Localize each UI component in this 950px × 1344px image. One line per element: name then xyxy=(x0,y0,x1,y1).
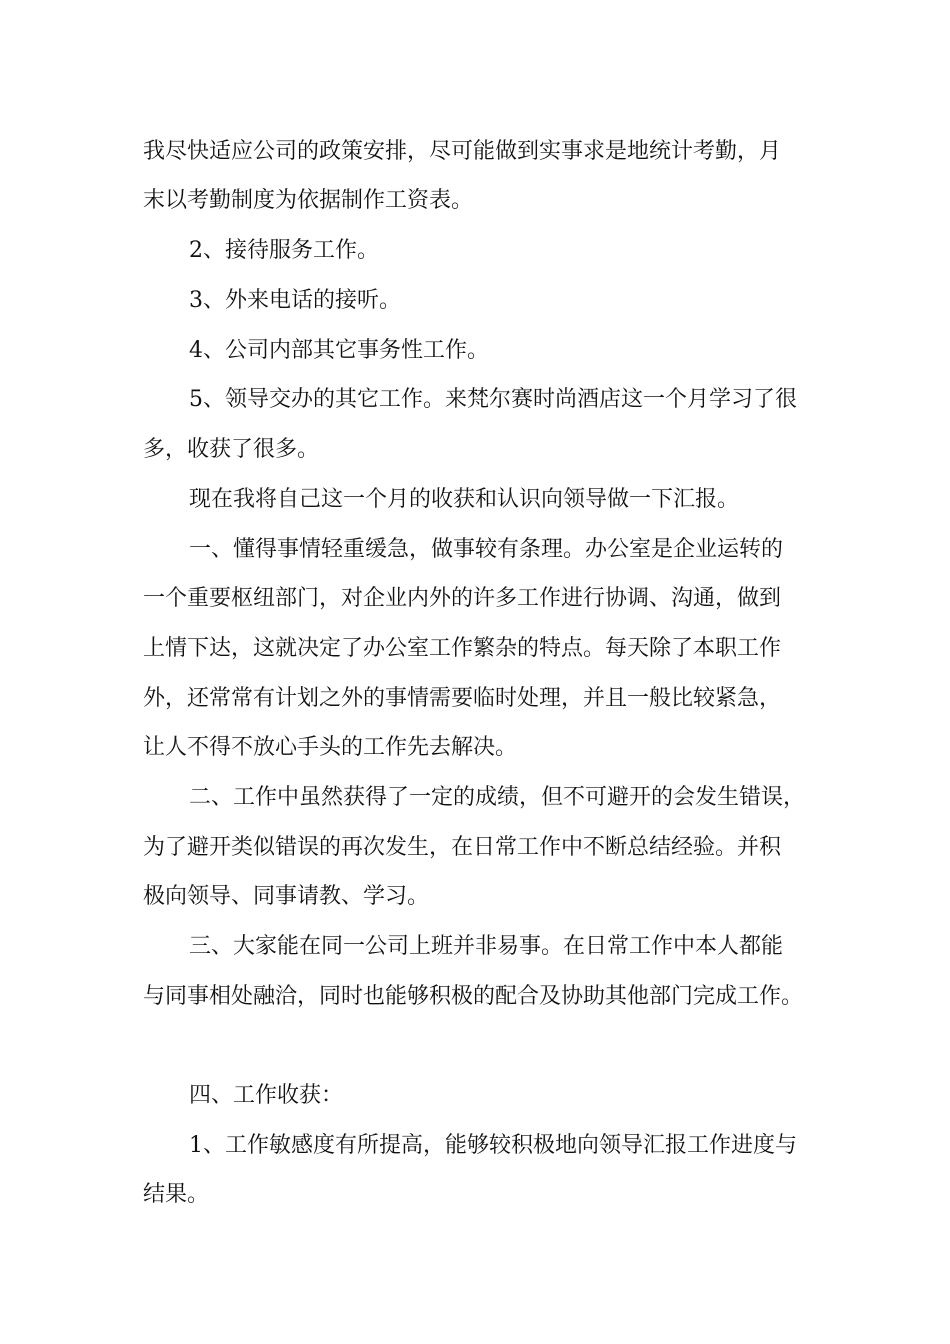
text-line: 与同事相处融洽，同时也能够积极的配合及协助其他部门完成工作。 xyxy=(143,984,804,1009)
paragraph-line: 现在我将自己这一个月的收获和认识向领导做一下汇报。 xyxy=(189,487,740,512)
text-line: 为了避开类似错误的再次发生，在日常工作中不断总结经验。并积 xyxy=(143,835,782,860)
list-item: 1、工作敏感度有所提高，能够较积极地向领导汇报工作进度与 xyxy=(189,1133,797,1158)
text-line: 我尽快适应公司的政策安排，尽可能做到实事求是地统计考勤，月 xyxy=(143,139,782,164)
section-heading-line: 四、工作收获： xyxy=(189,1083,344,1108)
list-item: 3、外来电话的接听。 xyxy=(189,288,401,313)
section-heading-line: 二、工作中虽然获得了一定的成绩，但不可避开的会发生错误， xyxy=(189,785,806,810)
text-line: 让人不得不放心手头的工作先去解决。 xyxy=(143,735,518,760)
text-line: 上情下达，这就决定了办公室工作繁杂的特点。每天除了本职工作 xyxy=(143,636,782,661)
list-item: 4、公司内部其它事务性工作。 xyxy=(189,338,489,363)
section-heading-line: 三、大家能在同一公司上班并非易事。在日常工作中本人都能 xyxy=(189,934,784,959)
text-line: 外，还常常有计划之外的事情需要临时处理，并且一般比较紧急， xyxy=(143,686,782,711)
text-line: 极向领导、同事请教、学习。 xyxy=(143,884,430,909)
section-heading-line: 一、懂得事情轻重缓急，做事较有条理。办公室是企业运转的 xyxy=(189,537,784,562)
text-line: 结果。 xyxy=(143,1182,210,1207)
list-item: 5、领导交办的其它工作。来梵尔赛时尚酒店这一个月学习了很 xyxy=(189,387,797,412)
list-item: 2、接待服务工作。 xyxy=(189,238,379,263)
text-line: 一个重要枢纽部门，对企业内外的许多工作进行协调、沟通，做到 xyxy=(143,586,782,611)
text-line: 末以考勤制度为依据制作工资表。 xyxy=(143,188,474,213)
text-line: 多，收获了很多。 xyxy=(143,437,320,462)
